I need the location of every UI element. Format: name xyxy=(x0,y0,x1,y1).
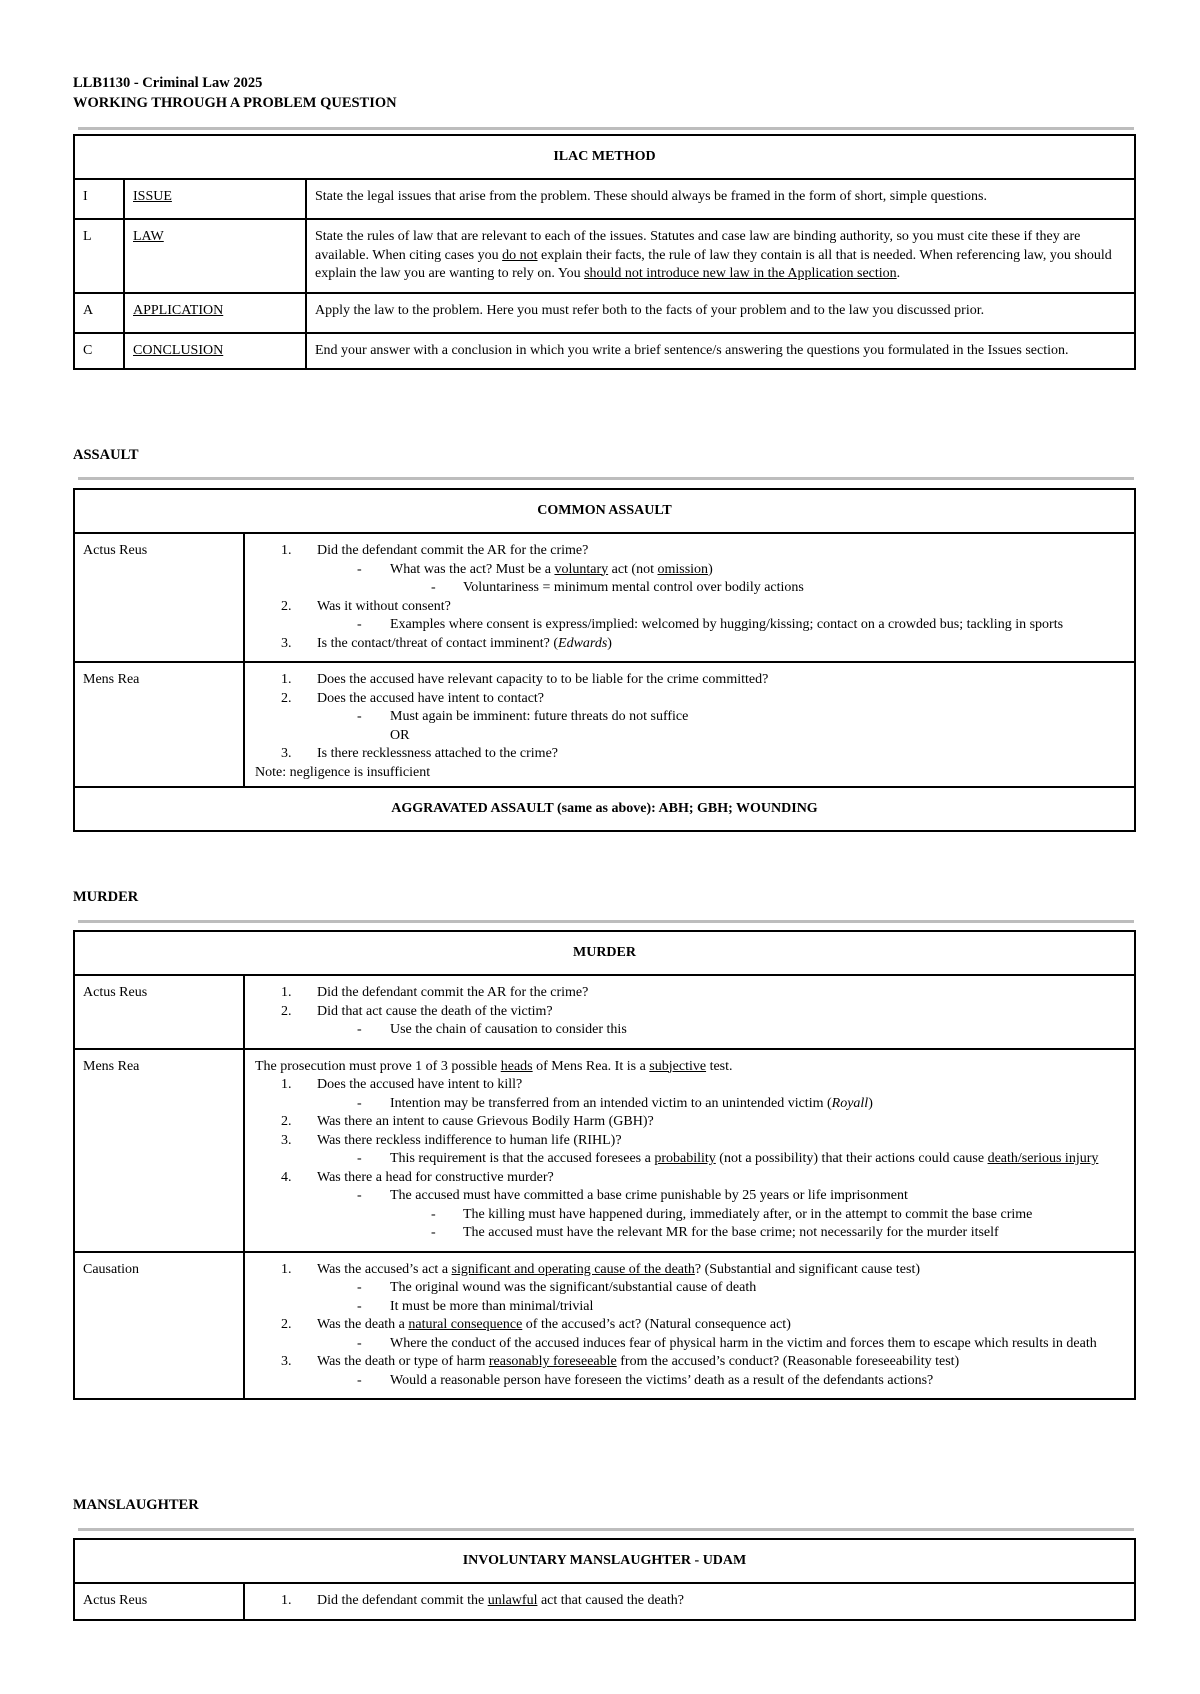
assault-title: COMMON ASSAULT xyxy=(74,489,1135,533)
section-heading-assault: ASSAULT xyxy=(73,447,139,463)
list-item: 2. Was it without consent? xyxy=(281,598,451,614)
ilac-table xyxy=(73,134,1136,370)
list-item: - Voluntariness = minimum mental control over bodily actions xyxy=(431,580,804,595)
manslaughter-ar-content xyxy=(244,1583,1135,1620)
murder-mr-content xyxy=(244,1049,1135,1252)
assault-ar-content xyxy=(244,533,1135,662)
section-heading-manslaughter: MANSLAUGHTER xyxy=(73,1497,199,1513)
row-label-actus-reus: Actus Reus xyxy=(74,975,244,1049)
list-item: - Where the conduct of the accused induces fear of physical harm in the victim and forces them to escape which results in death xyxy=(357,1335,1097,1351)
divider-rule xyxy=(78,477,1134,480)
assault-table xyxy=(73,488,1136,832)
list-item: - It must be more than minimal/trivial xyxy=(357,1298,594,1314)
row-label-mens-rea: Mens Rea xyxy=(74,662,244,787)
list-item: - Examples where consent is express/implied: welcomed by hugging/kissing; contact on a crowded bus; tackling in sports xyxy=(357,617,1064,632)
ilac-letter: I xyxy=(74,179,124,219)
list-item: - The killing must have happened during, immediately after, or in the attempt to commit the base crime xyxy=(431,1206,1033,1222)
divider-rule xyxy=(78,127,1134,130)
list-item: 3. Is the contact/threat of contact imminent? (Edwards) xyxy=(281,635,612,651)
document-title: WORKING THROUGH A PROBLEM QUESTION xyxy=(73,95,397,111)
manslaughter-table xyxy=(73,1538,1136,1621)
list-item: - Use the chain of causation to consider this xyxy=(357,1022,627,1037)
list-item: - This requirement is that the accused foresees a probability (not a possibility) that their actions could cause death/serious injury xyxy=(357,1151,1099,1166)
divider-rule xyxy=(78,920,1134,923)
ilac-text-law: State the rules of law that are relevant to each of the issues. Statutes and case law are binding authority, so you must cite these if they are available. When citing cases you do not explain their facts, the rule of law they contain is all that is needed. When referencing law, you should explain the law you are wanting to rely on. You should not introduce new law in the Application section. xyxy=(306,219,1135,293)
divider-rule xyxy=(78,1528,1134,1531)
row-label-causation: Causation xyxy=(74,1252,244,1400)
ilac-text-application: Apply the law to the problem. Here you must refer both to the facts of your problem and to the law you discussed prior. xyxy=(306,293,1135,333)
list-item: 2. Does the accused have intent to contact? xyxy=(281,690,545,706)
list-item: - Intention may be transferred from an intended victim to an unintended victim (Royall) xyxy=(357,1095,873,1111)
murder-table xyxy=(73,930,1136,1400)
ilac-title: ILAC METHOD xyxy=(74,135,1135,179)
list-item: - The original wound was the significant/substantial cause of death xyxy=(357,1280,757,1295)
ilac-text-conclusion: End your answer with a conclusion in which you write a brief sentence/s answering the questions you formulated in the Issues section. xyxy=(306,333,1135,370)
manslaughter-title: INVOLUNTARY MANSLAUGHTER - UDAM xyxy=(74,1539,1135,1583)
aggravated-assault-heading: AGGRAVATED ASSAULT (same as above): ABH; GBH; WOUNDING xyxy=(74,787,1135,831)
list-item: - The accused must have committed a base crime punishable by 25 years or life imprisonment xyxy=(357,1188,908,1203)
list-item: 1. Does the accused have relevant capacity to to be liable for the crime committed? xyxy=(281,672,769,687)
list-item: 2. Was there an intent to cause Grievous Bodily Harm (GBH)? xyxy=(281,1114,654,1129)
list-item: - What was the act? Must be a voluntary act (not omission) xyxy=(357,561,713,577)
murder-causation-content xyxy=(244,1252,1135,1400)
assault-mr-content xyxy=(244,662,1135,787)
list-item: 3. Was there reckless indifference to human life (RIHL)? xyxy=(281,1132,622,1148)
mens-rea-intro: The prosecution must prove 1 of 3 possible heads of Mens Rea. It is a subjective test. xyxy=(255,1058,733,1074)
list-item: 2. Was the death a natural consequence of the accused’s act? (Natural consequence act) xyxy=(281,1317,791,1332)
row-label-actus-reus: Actus Reus xyxy=(74,1583,244,1620)
ilac-letter: A xyxy=(74,293,124,333)
ilac-term-application: APPLICATION xyxy=(124,293,306,333)
ilac-text-issue: State the legal issues that arise from the problem. These should always be framed in the form of short, simple questions. xyxy=(306,179,1135,219)
list-item: 1. Did the defendant commit the AR for the crime? xyxy=(281,543,589,558)
row-label-actus-reus: Actus Reus xyxy=(74,533,244,662)
list-item: - The accused must have the relevant MR for the base crime; not necessarily for the murder itself xyxy=(431,1225,999,1240)
list-item: - Must again be imminent: future threats do not suffice xyxy=(357,709,689,724)
list-item: 3. Was the death or type of harm reasonably foreseeable from the accused’s conduct? (Reasonable foreseeability test) xyxy=(281,1354,960,1369)
ilac-letter: L xyxy=(74,219,124,293)
list-item: 1. Did the defendant commit the AR for the crime? xyxy=(281,985,589,1000)
row-label-mens-rea: Mens Rea xyxy=(74,1049,244,1252)
murder-ar-content xyxy=(244,975,1135,1049)
list-item: 1. Was the accused’s act a significant and operating cause of the death? (Substantial and significant cause test) xyxy=(281,1261,920,1277)
ilac-term-issue: ISSUE xyxy=(124,179,306,219)
section-heading-murder: MURDER xyxy=(73,889,139,905)
ilac-term-conclusion: CONCLUSION xyxy=(124,333,306,370)
list-item: 3. Is there recklessness attached to the crime? xyxy=(281,746,559,761)
list-item: OR xyxy=(390,727,410,743)
note: Note: negligence is insufficient xyxy=(255,764,431,780)
list-item: 2. Did that act cause the death of the victim? xyxy=(281,1003,553,1019)
ilac-letter: C xyxy=(74,333,124,370)
ilac-term-law: LAW xyxy=(124,219,306,293)
murder-title: MURDER xyxy=(74,931,1135,975)
course-heading: LLB1130 - Criminal Law 2025 xyxy=(73,75,263,91)
list-item: 4. Was there a head for constructive murder? xyxy=(281,1169,554,1185)
list-item: 1. Does the accused have intent to kill? xyxy=(281,1077,523,1092)
list-item: - Would a reasonable person have foreseen the victims’ death as a result of the defendants actions? xyxy=(357,1372,934,1388)
list-item: 1. Did the defendant commit the unlawful act that caused the death? xyxy=(281,1593,684,1608)
